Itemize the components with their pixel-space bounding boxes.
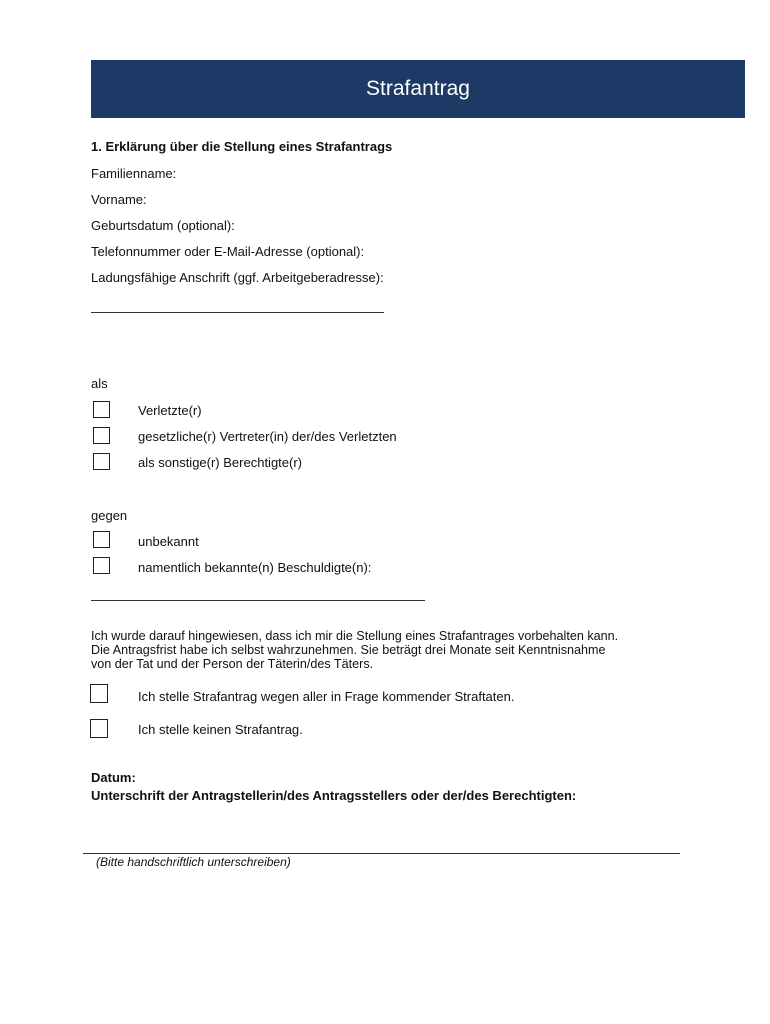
option-label-sonstige-berechtigte: als sonstige(r) Berechtigte(r) xyxy=(138,455,302,470)
option-label-strafantrag-stellen: Ich stelle Strafantrag wegen aller in Frage kommender Straftaten. xyxy=(138,689,515,704)
gegen-label: gegen xyxy=(91,508,128,523)
option-label-gesetzlicher-vertreter: gesetzliche(r) Vertreter(in) der/des Verletzten xyxy=(138,429,397,444)
signature-line xyxy=(83,853,680,854)
notice-line: Ich wurde darauf hingewiesen, dass ich mir die Stellung eines Strafantrages vorbehalten kann. xyxy=(91,629,619,643)
signature-hint: (Bitte handschriftlich unterschreiben) xyxy=(96,855,291,869)
section-heading: 1. Erklärung über die Stellung eines Strafantrags xyxy=(91,139,393,154)
date-label: Datum: xyxy=(91,770,136,785)
option-label-verletzte: Verletzte(r) xyxy=(138,403,202,418)
notice-line: Die Antragsfrist habe ich selbst wahrzunehmen. Sie beträgt drei Monate seit Kenntnisnahme xyxy=(91,643,606,657)
checkbox-sonstige-berechtigte[interactable] xyxy=(93,453,110,470)
option-label-unbekannt: unbekannt xyxy=(138,534,199,549)
document-title: Strafantrag xyxy=(366,77,470,100)
signature-label: Unterschrift der Antragstellerin/des Antragsstellers oder der/des Berechtigten: xyxy=(91,788,577,803)
option-label-kein-strafantrag: Ich stelle keinen Strafantrag. xyxy=(138,722,303,737)
notice-paragraph xyxy=(91,629,691,671)
checkbox-gesetzlicher-vertreter[interactable] xyxy=(93,427,110,444)
notice-line: von der Tat und der Person der Täterin/des Täters. xyxy=(91,657,374,671)
field-label-geburtsdatum: Geburtsdatum (optional): xyxy=(91,218,235,233)
beschuldigte-underline xyxy=(91,600,425,601)
checkbox-namentlich-bekannt[interactable] xyxy=(93,557,110,574)
checkbox-strafantrag-stellen[interactable] xyxy=(90,684,108,703)
address-underline xyxy=(91,312,384,313)
field-label-kontakt: Telefonnummer oder E-Mail-Adresse (optional): xyxy=(91,244,365,259)
checkbox-verletzte[interactable] xyxy=(93,401,110,418)
field-label-vorname: Vorname: xyxy=(91,192,147,207)
document-title-bar xyxy=(91,60,745,118)
checkbox-unbekannt[interactable] xyxy=(93,531,110,548)
checkbox-kein-strafantrag[interactable] xyxy=(90,719,108,738)
option-label-namentlich-bekannt: namentlich bekannte(n) Beschuldigte(n): xyxy=(138,560,372,575)
field-label-anschrift: Ladungsfähige Anschrift (ggf. Arbeitgeberadresse): xyxy=(91,270,384,285)
field-label-familienname: Familienname: xyxy=(91,166,177,181)
als-label: als xyxy=(91,376,108,391)
